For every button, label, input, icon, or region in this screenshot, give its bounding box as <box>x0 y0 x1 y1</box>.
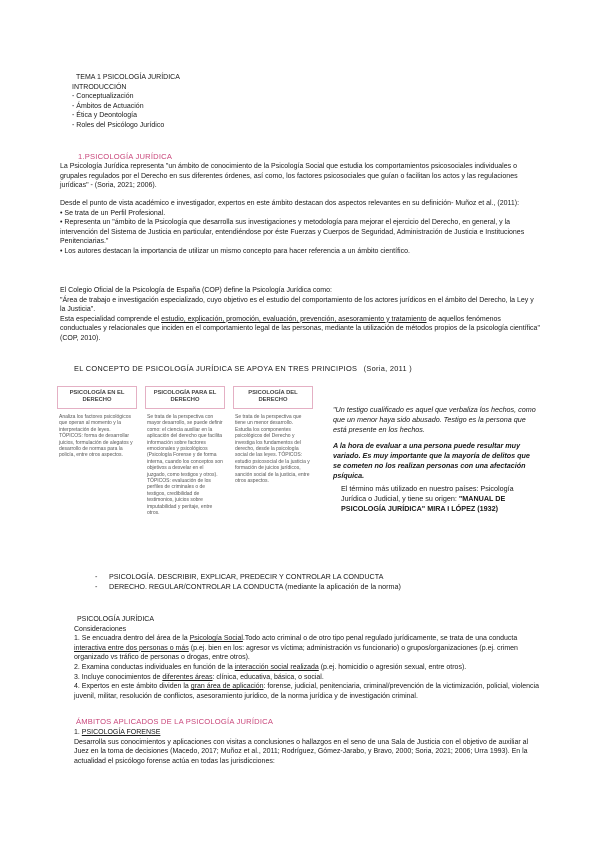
card-psychology-of-law <box>233 386 313 554</box>
section1-para2 <box>60 199 540 257</box>
dash-item: - DERECHO. REGULAR/CONTROLAR LA CONDUCTA (mediante la aplicación de la norma) <box>95 582 401 592</box>
text: 2. Examina conductas individuales en función de la <box>74 663 235 671</box>
principles-citation: (Soria, 2011 ) <box>363 364 413 373</box>
quote-evaluation: A la hora de evaluar a una persona puede resultar muy variado. Es muy importante que la mayoría de delitos que se cometen no los realizan personas con una afectación psíquica. <box>333 441 530 480</box>
list-item: • Representa un "ámbito de la Psicología que desarrolla sus investigaciones y metodología para mejorar el ejercicio del Derecho, en general, y la intervención del Sistema de Justicia en particular, entendiéndose por éste Fuerzas y Cuerpos de Seguridad, Administración de Justicia e Instituciones Penitenciarias." <box>60 219 525 246</box>
principles-title: EL CONCEPTO DE PSICOLOGÍA JURÍDICA SE APOYA EN TRES PRINCIPIOS <box>74 364 358 373</box>
dash-item-text: DERECHO. REGULAR/CONTROLAR LA CONDUCTA (mediante la aplicación de la norma) <box>109 582 401 592</box>
term-origin-text: El término más utilizado en nuestro países: Psicología Jurídica o Judicial, y tiene su origen: <box>341 484 514 503</box>
card-title: PSICOLOGÍA PARA EL DERECHO <box>145 386 225 409</box>
text: 3. Incluye conocimientos de <box>74 673 163 681</box>
text: .Todo acto criminal o de otro tipo penal regulado jurídicamente, se trata de una conducta <box>242 635 518 643</box>
dash-item: - PSICOLOGÍA. DESCRIBIR, EXPLICAR, PREDECIR Y CONTROLAR LA CONDUCTA <box>95 572 384 581</box>
card-psychology-for-law <box>145 386 225 554</box>
section3 <box>74 728 540 766</box>
header-item: - Ámbitos de Actuación <box>72 102 144 110</box>
header-item: - Roles del Psicólogo Jurídico <box>72 121 165 129</box>
section2 <box>74 615 540 701</box>
card-body: Analiza los factores psicológicos que operan al momento y la interpretación de leyes. TÓPICOS: forma de desarrollar juicios, formulación de alegatos y desarrollo de normas para la policía, entre otros aspectos. <box>59 414 133 459</box>
text: 1. Se encuadra dentro del área de la <box>74 635 190 643</box>
para-text: La Psicología Jurídica representa <box>60 163 166 170</box>
underlined-text: gran área de aplicación <box>190 683 264 691</box>
quote-witness: "Un testigo cualificado es aquel que verbaliza los hechos, como que un menor haya sido abusado. Testigo es la persona que está presente en los hechos. <box>333 405 536 434</box>
underlined-text: Psicología Social <box>189 635 243 643</box>
list-item: • Los autores destacan la importancia de utilizar un mismo concepto para hacer referencia a un ámbito científico. <box>60 247 410 255</box>
underlined-text: diferentes áreas <box>162 673 213 681</box>
section1-para1 <box>60 162 540 191</box>
consideration-1 <box>74 634 540 663</box>
doc-subtitle: INTRODUCCIÓN <box>72 83 127 91</box>
text: (p.ej. bien en los: agresor vs víctima; administración vs funcionario) o grupos/organizaciones (p.ej. crimen organizado vs tráfico de personas o drogas, entre otros). <box>74 644 518 662</box>
para-text: Desde el punto de vista académico e investigador, expertos en este ámbito destacan dos aspectos relevantes en su definición- Muñoz et al., (2011): <box>60 200 520 207</box>
card-title: PSICOLOGÍA DEL DERECHO <box>233 386 313 409</box>
section-title: 1.PSICOLOGÍA JURÍDICA <box>78 152 173 161</box>
header-block <box>72 73 552 131</box>
dash-list <box>95 572 401 593</box>
citation: - (Soria, 2021; 2006). <box>88 182 157 190</box>
card-title: PSICOLOGÍA EN EL DERECHO <box>57 386 137 409</box>
section1-para3 <box>60 286 540 344</box>
manual-reference: "MANUAL DE PSICOLOGÍA JURÍDICA" MIRA I LÓPEZ (1932) <box>341 494 506 513</box>
section2-subtitle: Consideraciones <box>74 625 127 633</box>
forensic-heading: PSICOLOGÍA FORENSE <box>81 729 161 736</box>
section2-title: PSICOLOGÍA JURÍDICA <box>77 616 155 623</box>
text: : forense, judicial, penitenciaria, criminal/prevención de la victimización, policial, violencia juvenil, militar, resolución de conflictos, asesoramiento jurídico, de la norma jurídica y de investigación criminal. <box>74 683 539 700</box>
underlined-text: estudio, explicación, promoción, evaluación, prevención, asesoramiento y tratamiento <box>161 315 427 323</box>
card-body: Se trata de la perspectiva con mayor desarrollo, se puede definir como: el ciencia auxiliar en la aplicación del derecho que facilita información sobre factores emocionales y psicológicos (Psicología Forense y de forma interna, cuando los conceptos son objetivos a desvelar en el juzgado, como testigos y otros). TÓPICOS: evaluación de los perfiles de criminales o de testigos, credibilidad de testimonios, juicios sobre imputabilidad y peritaje, entre otros. <box>147 414 223 517</box>
para-text: Esta especialidad comprende el <box>60 315 162 323</box>
text: : clínica, educativa, básica, o social. <box>212 673 324 681</box>
section3-subtitle <box>74 728 540 738</box>
text: (p.ej. homicidio o agresión sexual, entre otros). <box>318 663 467 671</box>
header-item: - Ética y Deontología <box>72 112 137 120</box>
card-psychology-in-law <box>57 386 137 554</box>
list-item: • Se trata de un Perfil Profesional. <box>60 209 166 217</box>
text: 1. <box>74 729 82 736</box>
doc-title: TEMA 1 PSICOLOGÍA JURÍDICA <box>76 74 180 81</box>
consideration-3 <box>74 673 540 683</box>
section3-title: ÁMBITOS APLICADOS DE LA PSICOLOGÍA JURÍDICA <box>76 717 274 726</box>
consideration-2 <box>74 663 540 673</box>
principles-heading <box>74 364 412 373</box>
dash-item-text: PSICOLOGÍA. DESCRIBIR, EXPLICAR, PREDECIR Y CONTROLAR LA CONDUCTA <box>109 572 384 581</box>
text: 4. Expertos en este ámbito dividen la <box>74 683 191 691</box>
cop-quote: "Área de trabajo e investigación especializado, cuyo objetivo es el estudio del comportamiento de los actores jurídicos en el ámbito del Derecho, la Ley y la Justicia". <box>60 296 534 314</box>
underlined-text: interacción social realizada <box>234 663 319 671</box>
header-item: - Conceptualización <box>72 93 134 101</box>
principles-cards <box>57 386 321 554</box>
card-body: Se trata de la perspectiva que tiene un menor desarrollo. Estudia los componentes psicológicos del Derecho y investiga los fundamentos del derecho, desde la psicología social de las leyes. TÓPICOS: estudio psicosocial de la justicia y formación de juicios jurídicos, sanción social de la justicia, entre otros aspectos. <box>235 414 310 485</box>
underlined-text: interactiva entre dos personas o más <box>74 644 189 652</box>
definition-quote: "un ámbito de conocimiento de la Psicología Social que estudia los comportamientos psicosociales individuales o grupales regulados por el Derecho en sus diferentes órdenes, así como, los factores psicosociales que guían o facilitan los actos y las regulaciones jurídicas" <box>60 163 518 190</box>
para-text: de aquellos fenómenos conductuales y relacionales que inciden en el comportamiento legal de las personas, mediante la utilización de métodos propios de la psicología científica" (COP, 2010). <box>60 315 540 342</box>
section3-body: Desarrolla sus conocimientos y aplicaciones con visitas a conclusiones o hallazgos en el seno de una Sala de Justicia con el objetivo de auxiliar al Juez en la toma de decisiones (Macedo, 2017; Muñoz et al., 2011; Rodríguez, Gómez-Jarabo, y Bravo, 2000; Soria, 2021; 2006; Urra 1993). En la actualidad el psicólogo forense actúa en todas las jurisdicciones: <box>74 738 529 765</box>
quote-column <box>333 405 539 514</box>
consideration-4 <box>74 682 540 701</box>
para-text: El Colegio Oficial de la Psicología de España (COP) define la Psicología Jurídica como: <box>60 287 332 294</box>
